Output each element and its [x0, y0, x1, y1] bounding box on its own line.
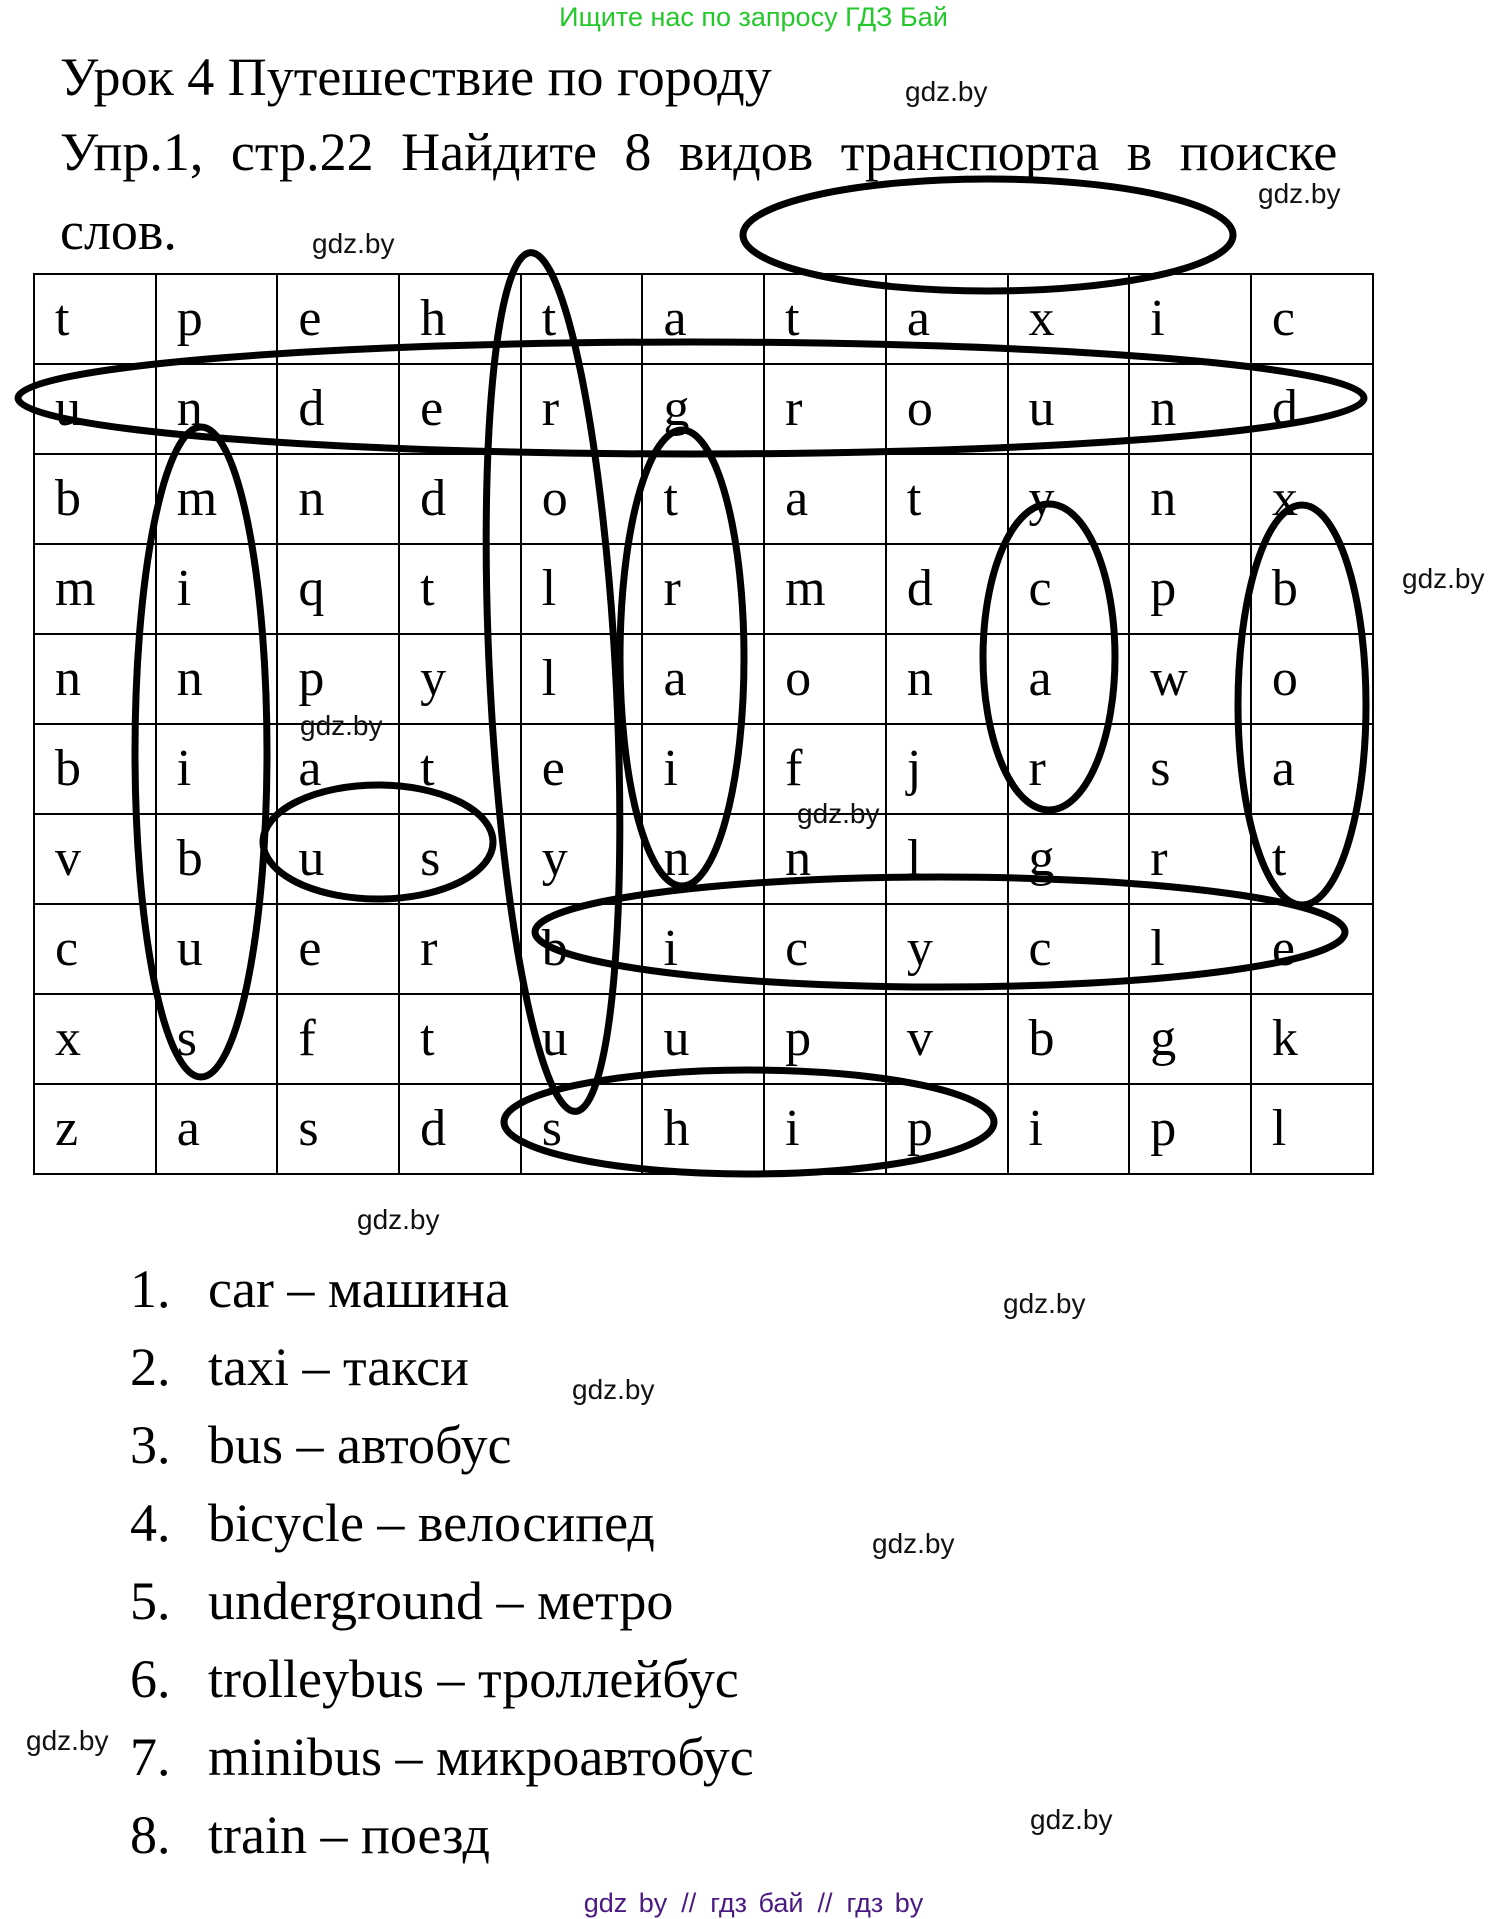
grid-cell: n: [156, 634, 278, 724]
grid-cell: s: [277, 1084, 399, 1174]
grid-row: [34, 814, 1373, 904]
answer-text: car – машина: [208, 1259, 510, 1319]
grid-cell: a: [764, 454, 886, 544]
grid-cell: p: [277, 634, 399, 724]
footer-separator: //: [681, 1888, 697, 1918]
grid-cell: c: [1251, 274, 1373, 364]
grid-cell: t: [642, 454, 764, 544]
grid-cell: r: [642, 544, 764, 634]
grid-cell: t: [521, 274, 643, 364]
grid-cell: m: [34, 544, 156, 634]
grid-cell: s: [399, 814, 521, 904]
grid-cell: g: [1008, 814, 1130, 904]
grid-cell: o: [886, 364, 1008, 454]
answer-text: taxi – такси: [208, 1337, 469, 1397]
grid-cell: e: [521, 724, 643, 814]
grid-cell: n: [1129, 454, 1251, 544]
grid-cell: t: [764, 274, 886, 364]
grid-cell: k: [1251, 994, 1373, 1084]
grid-cell: l: [521, 544, 643, 634]
grid-cell: s: [521, 1084, 643, 1174]
answer-text: bicycle – велосипед: [208, 1493, 655, 1553]
grid-row: [34, 904, 1373, 994]
answer-list: [130, 1259, 754, 1886]
grid-cell: d: [399, 454, 521, 544]
grid-cell: h: [642, 1084, 764, 1174]
lesson-title: Урок 4 Путешествие по городу: [60, 47, 772, 107]
grid-cell: y: [399, 634, 521, 724]
grid-cell: b: [1008, 994, 1130, 1084]
answer-item: [130, 1415, 754, 1496]
grid-cell: o: [764, 634, 886, 724]
grid-cell: p: [886, 1084, 1008, 1174]
grid-cell: r: [399, 904, 521, 994]
grid-cell: u: [277, 814, 399, 904]
grid-cell: b: [156, 814, 278, 904]
grid-cell: l: [1251, 1084, 1373, 1174]
grid-cell: x: [1251, 454, 1373, 544]
grid-cell: d: [886, 544, 1008, 634]
grid-cell: i: [156, 544, 278, 634]
watermark: gdz.by: [1258, 178, 1341, 209]
grid-cell: y: [886, 904, 1008, 994]
answer-number: 6.: [130, 1649, 171, 1709]
answer-text: train – поезд: [208, 1805, 490, 1865]
grid-cell: n: [277, 454, 399, 544]
answer-text: underground – метро: [208, 1571, 674, 1631]
grid-cell: t: [399, 724, 521, 814]
grid-cell: c: [764, 904, 886, 994]
grid-cell: b: [1251, 544, 1373, 634]
watermark: gdz.by: [26, 1725, 109, 1756]
answer-number: 8.: [130, 1805, 171, 1865]
grid-cell: n: [642, 814, 764, 904]
grid-cell: h: [399, 274, 521, 364]
grid-cell: u: [521, 994, 643, 1084]
grid-cell: b: [34, 454, 156, 544]
grid-row: [34, 724, 1373, 814]
grid-cell: b: [521, 904, 643, 994]
task-instruction-line-1: Упр.1, стр.22 Найдите 8 видов транспорта в поиске: [60, 122, 1338, 182]
answer-item: [130, 1649, 754, 1730]
word-search-grid: [33, 273, 1374, 1175]
grid-cell: l: [886, 814, 1008, 904]
grid-cell: y: [521, 814, 643, 904]
grid-cell: i: [156, 724, 278, 814]
grid-cell: u: [1008, 364, 1130, 454]
answer-item: [130, 1259, 754, 1340]
grid-cell: a: [642, 274, 764, 364]
grid-cell: e: [1251, 904, 1373, 994]
grid-cell: p: [156, 274, 278, 364]
grid-cell: d: [1251, 364, 1373, 454]
grid-cell: a: [277, 724, 399, 814]
grid-cell: m: [156, 454, 278, 544]
grid-cell: r: [1008, 724, 1130, 814]
grid-row: [34, 364, 1373, 454]
grid-cell: q: [277, 544, 399, 634]
grid-cell: i: [1008, 1084, 1130, 1174]
grid-cell: r: [1129, 814, 1251, 904]
answer-item: [130, 1727, 754, 1808]
answer-text: bus – автобус: [208, 1415, 512, 1475]
grid-cell: p: [1129, 1084, 1251, 1174]
grid-cell: l: [1129, 904, 1251, 994]
grid-cell: i: [642, 904, 764, 994]
answer-text: trolleybus – троллейбус: [208, 1649, 739, 1709]
grid-cell: t: [399, 994, 521, 1084]
grid-cell: c: [1008, 904, 1130, 994]
footer-part-2: гдз бай: [710, 1888, 804, 1918]
grid-cell: r: [764, 364, 886, 454]
footer-separator: //: [817, 1888, 833, 1918]
answer-text: minibus – микроавтобус: [208, 1727, 754, 1787]
grid-cell: b: [34, 724, 156, 814]
answer-number: 2.: [130, 1337, 171, 1397]
grid-cell: n: [1129, 364, 1251, 454]
grid-cell: r: [521, 364, 643, 454]
grid-cell: m: [764, 544, 886, 634]
grid-cell: e: [277, 904, 399, 994]
grid-cell: d: [277, 364, 399, 454]
grid-cell: i: [1129, 274, 1251, 364]
grid-cell: a: [1251, 724, 1373, 814]
watermark: gdz.by: [1030, 1804, 1113, 1835]
answer-item: [130, 1337, 754, 1418]
grid-cell: d: [399, 1084, 521, 1174]
grid-cell: o: [521, 454, 643, 544]
answer-number: 4.: [130, 1493, 171, 1553]
answer-number: 1.: [130, 1259, 171, 1319]
grid-row: [34, 994, 1373, 1084]
grid-cell: f: [277, 994, 399, 1084]
grid-cell: y: [1008, 454, 1130, 544]
answer-number: 3.: [130, 1415, 171, 1475]
grid-cell: w: [1129, 634, 1251, 724]
grid-cell: t: [1251, 814, 1373, 904]
grid-cell: s: [1129, 724, 1251, 814]
watermark: gdz.by: [1003, 1288, 1086, 1319]
grid-cell: n: [156, 364, 278, 454]
watermark: gdz.by: [905, 76, 988, 107]
watermark: gdz.by: [357, 1204, 440, 1235]
grid-cell: z: [34, 1084, 156, 1174]
answer-item: [130, 1493, 754, 1574]
grid-cell: a: [156, 1084, 278, 1174]
grid-cell: g: [1129, 994, 1251, 1084]
grid-row: [34, 274, 1373, 364]
grid-cell: p: [1129, 544, 1251, 634]
grid-cell: u: [642, 994, 764, 1084]
watermark: gdz.by: [797, 798, 880, 829]
grid-cell: e: [399, 364, 521, 454]
grid-cell: t: [886, 454, 1008, 544]
answer-number: 7.: [130, 1727, 171, 1787]
grid-cell: g: [642, 364, 764, 454]
grid-cell: u: [34, 364, 156, 454]
grid-cell: l: [521, 634, 643, 724]
watermark: gdz.by: [312, 228, 395, 259]
grid-cell: x: [34, 994, 156, 1084]
grid-cell: t: [34, 274, 156, 364]
grid-cell: p: [764, 994, 886, 1084]
grid-cell: n: [886, 634, 1008, 724]
grid-cell: c: [1008, 544, 1130, 634]
grid-cell: t: [399, 544, 521, 634]
grid-cell: a: [642, 634, 764, 724]
grid-row: [34, 544, 1373, 634]
answer-number: 5.: [130, 1571, 171, 1631]
grid-cell: c: [34, 904, 156, 994]
search-hint-banner: Ищите нас по запросу ГДЗ Бай: [559, 2, 948, 32]
grid-row: [34, 454, 1373, 544]
grid-cell: o: [1251, 634, 1373, 724]
grid-cell: f: [764, 724, 886, 814]
grid-cell: v: [886, 994, 1008, 1084]
answer-item: [130, 1805, 754, 1886]
grid-cell: n: [34, 634, 156, 724]
footer-links: [0, 1888, 1507, 1919]
grid-cell: n: [764, 814, 886, 904]
watermark: gdz.by: [572, 1374, 655, 1405]
watermark: gdz.by: [1402, 563, 1485, 594]
grid-cell: s: [156, 994, 278, 1084]
grid-row: [34, 634, 1373, 724]
footer-part-1: gdz by: [583, 1888, 668, 1918]
watermark: gdz.by: [872, 1528, 955, 1559]
grid-cell: e: [277, 274, 399, 364]
grid-cell: j: [886, 724, 1008, 814]
grid-cell: v: [34, 814, 156, 904]
grid-cell: a: [1008, 634, 1130, 724]
grid-cell: u: [156, 904, 278, 994]
grid-cell: i: [642, 724, 764, 814]
answer-item: [130, 1571, 754, 1652]
grid-cell: x: [1008, 274, 1130, 364]
grid-row: [34, 1084, 1373, 1174]
task-instruction-line-2: слов.: [60, 201, 177, 261]
watermark: gdz.by: [300, 710, 383, 741]
footer-part-3: гдз by: [846, 1888, 924, 1918]
grid-cell: a: [886, 274, 1008, 364]
grid-cell: i: [764, 1084, 886, 1174]
